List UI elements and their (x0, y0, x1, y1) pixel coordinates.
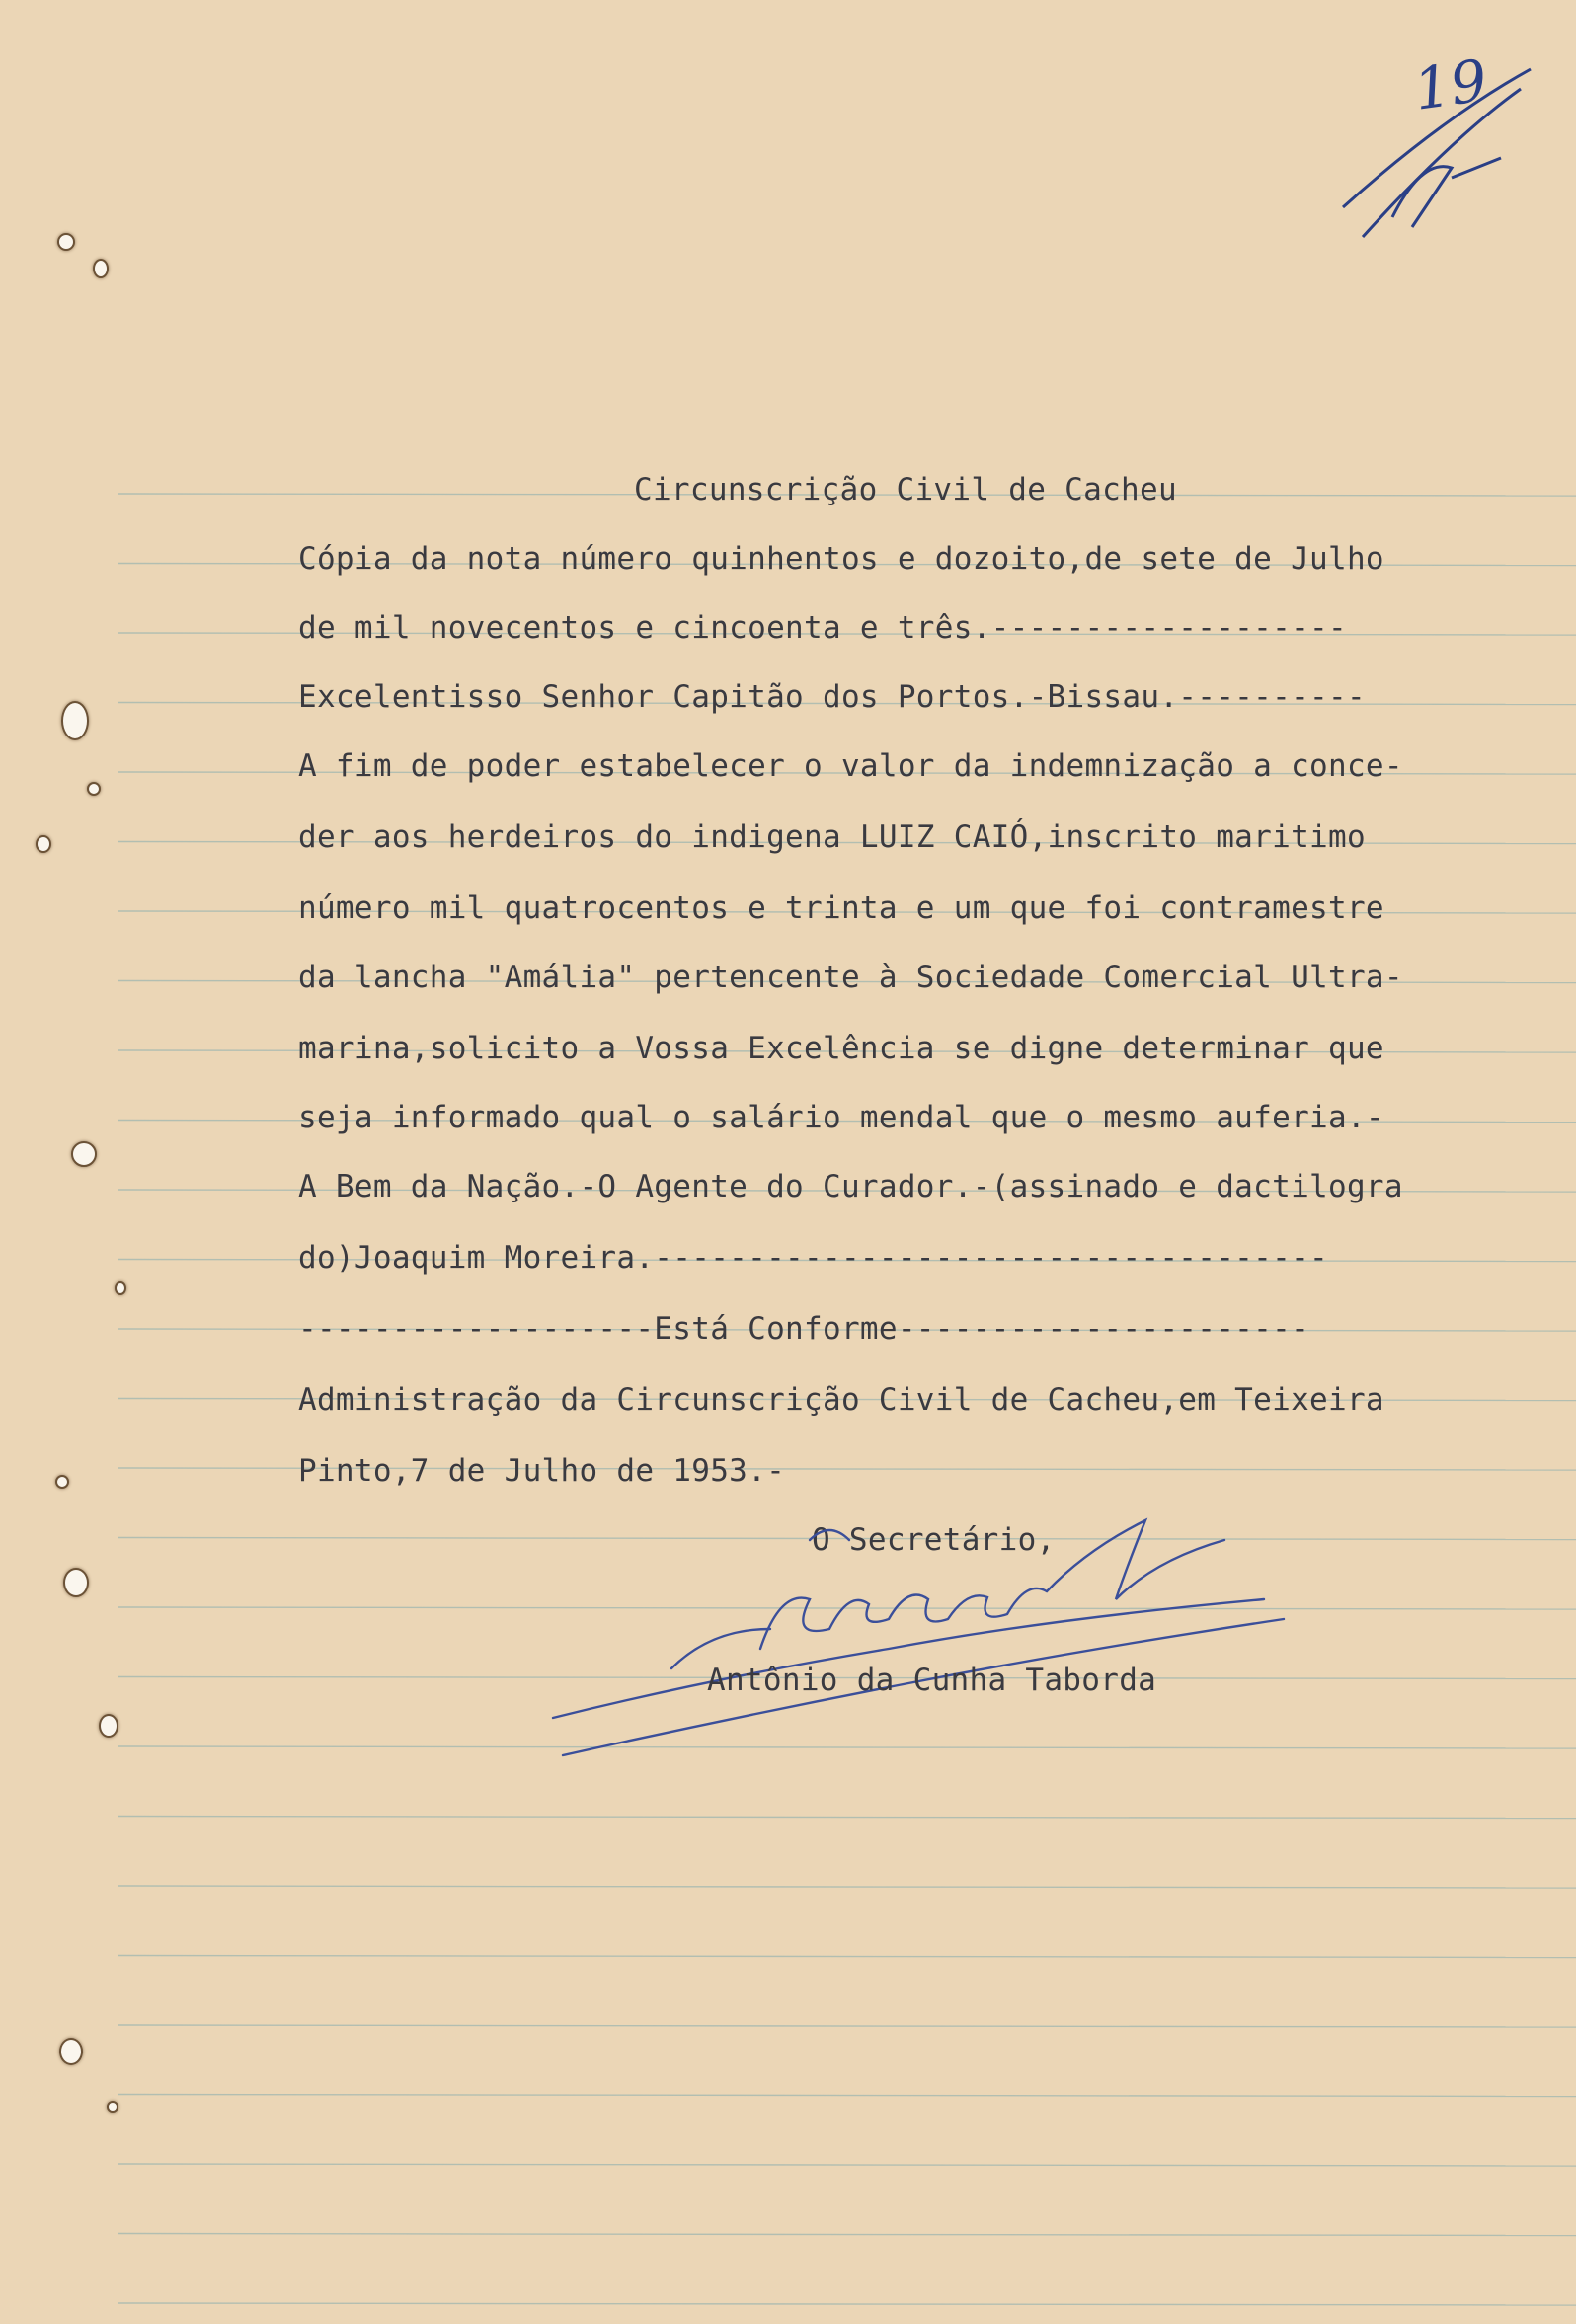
punch-hole (61, 701, 89, 740)
body-line: Excelentisso Senhor Capitão dos Portos.-Bissau.---------- (298, 679, 1366, 715)
body-line: da lancha "Amália" pertencente à Sociedade Comercial Ultra- (298, 960, 1403, 995)
body-line: marina,solicito a Vossa Excelência se digne determinar que (298, 1031, 1384, 1066)
body-line: Cópia da nota número quinhentos e dozoito,de sete de Julho (298, 541, 1384, 577)
body-line: do)Joaquim Moreira.------------------------------------ (298, 1240, 1328, 1276)
signature-scribble (533, 1481, 1303, 1777)
body-line: Administração da Circunscrição Civil de Cacheu,em Teixeira (298, 1382, 1384, 1418)
punch-hole (99, 1714, 118, 1738)
punch-hole (57, 233, 75, 251)
punch-hole (36, 835, 51, 853)
body-line: de mil novecentos e cincoenta e três.------------------- (298, 610, 1347, 646)
punch-hole (87, 782, 101, 796)
punch-hole (59, 2038, 83, 2065)
punch-hole (93, 259, 109, 278)
signatory-name: Antônio da Cunha Taborda (707, 1663, 1157, 1698)
body-line: der aos herdeiros do indigena LUIZ CAIÓ,inscrito maritimo (298, 819, 1366, 855)
body-line: -------------------Está Conforme---------------------- (298, 1311, 1310, 1347)
document-heading: Circunscrição Civil de Cacheu (634, 472, 1177, 507)
body-line: Pinto,7 de Julho de 1953.- (298, 1453, 786, 1489)
punch-hole (55, 1475, 69, 1489)
folio-number: 19 (1409, 46, 1492, 123)
punch-hole (115, 1281, 126, 1295)
body-line: A fim de poder estabelecer o valor da indemnização a conce- (298, 748, 1403, 784)
body-line: A Bem da Nação.-O Agente do Curador.-(assinado e dactilogra (298, 1169, 1403, 1204)
punch-hole (63, 1568, 89, 1597)
punch-hole (107, 2101, 118, 2113)
closing-line: O Secretário, (812, 1522, 1056, 1558)
punch-hole (71, 1141, 97, 1167)
body-line: número mil quatrocentos e trinta e um que foi contramestre (298, 891, 1384, 926)
body-line: seja informado qual o salário mendal que o mesmo auferia.- (298, 1100, 1384, 1135)
